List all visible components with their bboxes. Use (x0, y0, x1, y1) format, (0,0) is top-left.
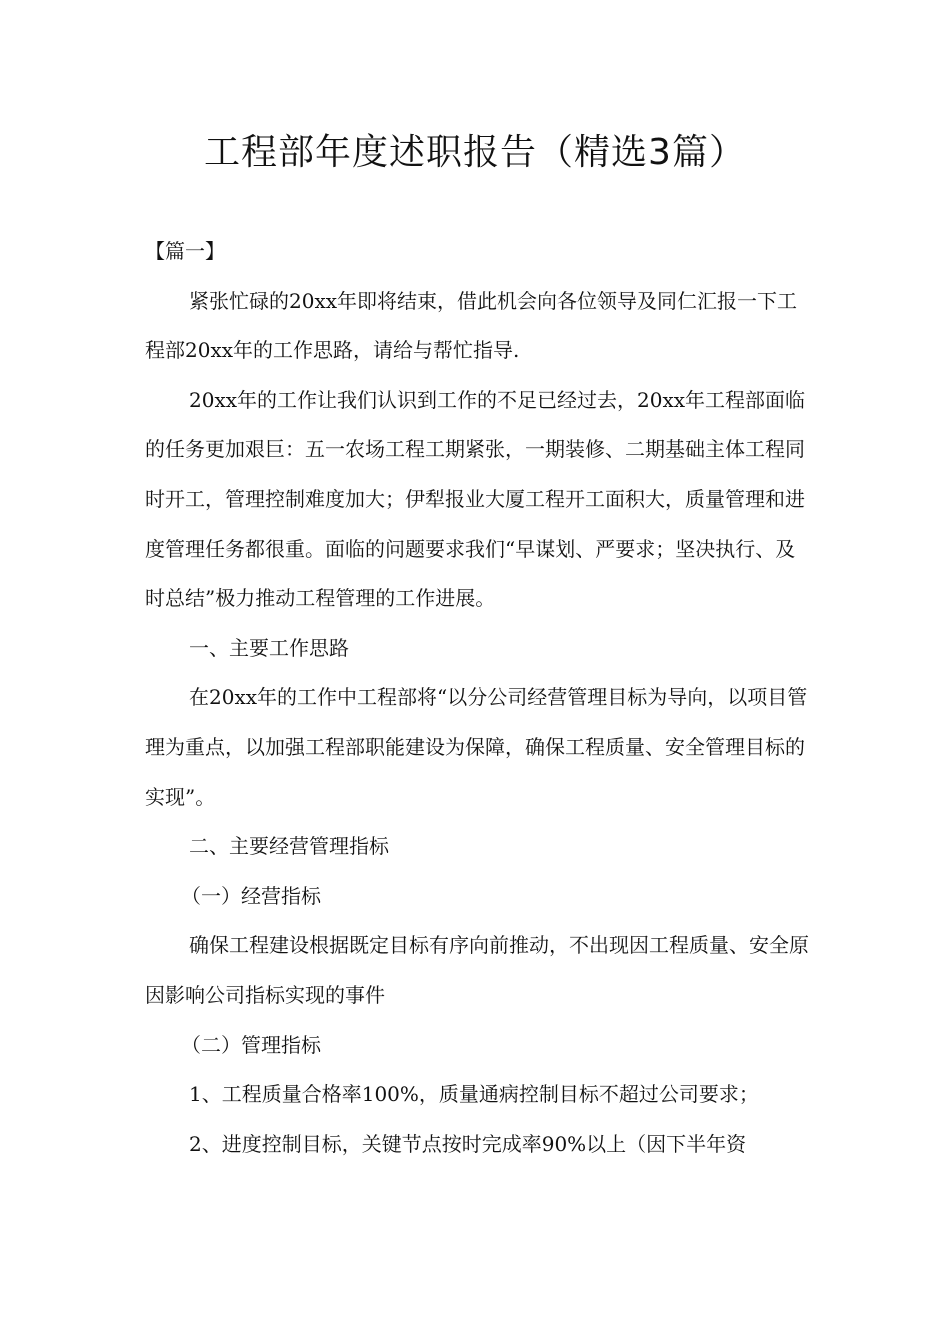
document-body (145, 227, 813, 1169)
list-item-quality: 1、工程质量合格率100%，质量通病控制目标不超过公司要求； (189, 1082, 759, 1107)
paragraph-main-ideas: 在20xx年的工作中工程部将“以分公司经营管理目标为导向，以项目管理为重点，以加强工程部职能建设为保障，确保工程质量、安全管理目标的实现”。 (145, 685, 808, 809)
paragraph-intro: 紧张忙碌的20xx年即将结束，借此机会向各位领导及同仁汇报一下工程部20xx年的工作思路，请给与帮忙指导. (145, 288, 798, 363)
paragraph-tasks: 20xx年的工作让我们认识到工作的不足已经过去，20xx年工程部面临的任务更加艰巨：五一农场工程工期紧张，一期装修、二期基础主体工程同时开工，管理控制难度加大；伊犁报业大厦工程开工面积大，质量管理和进度管理任务都很重。面临的问题要求我们“早谋划、严要求；坚决执行、及时总结”极力推动工程管理的工作进展。 (145, 387, 806, 611)
subheading-business-indicators: （一）经营指标 (181, 883, 321, 908)
document-title: 工程部年度述职报告（精选3篇） (204, 132, 746, 173)
section-label: 【篇一】 (145, 239, 225, 263)
paragraph-business-indicators: 确保工程建设根据既定目标有序向前推动，不出现因工程质量、安全原因影响公司指标实现的事件 (145, 933, 809, 1007)
heading-indicators: 二、主要经营管理指标 (189, 834, 389, 859)
list-item-schedule: 2、进度控制目标，关键节点按时完成率90%以上（因下半年资 (189, 1131, 747, 1156)
heading-main-ideas: 一、主要工作思路 (189, 635, 349, 660)
subheading-management-indicators: （二）管理指标 (181, 1032, 321, 1057)
